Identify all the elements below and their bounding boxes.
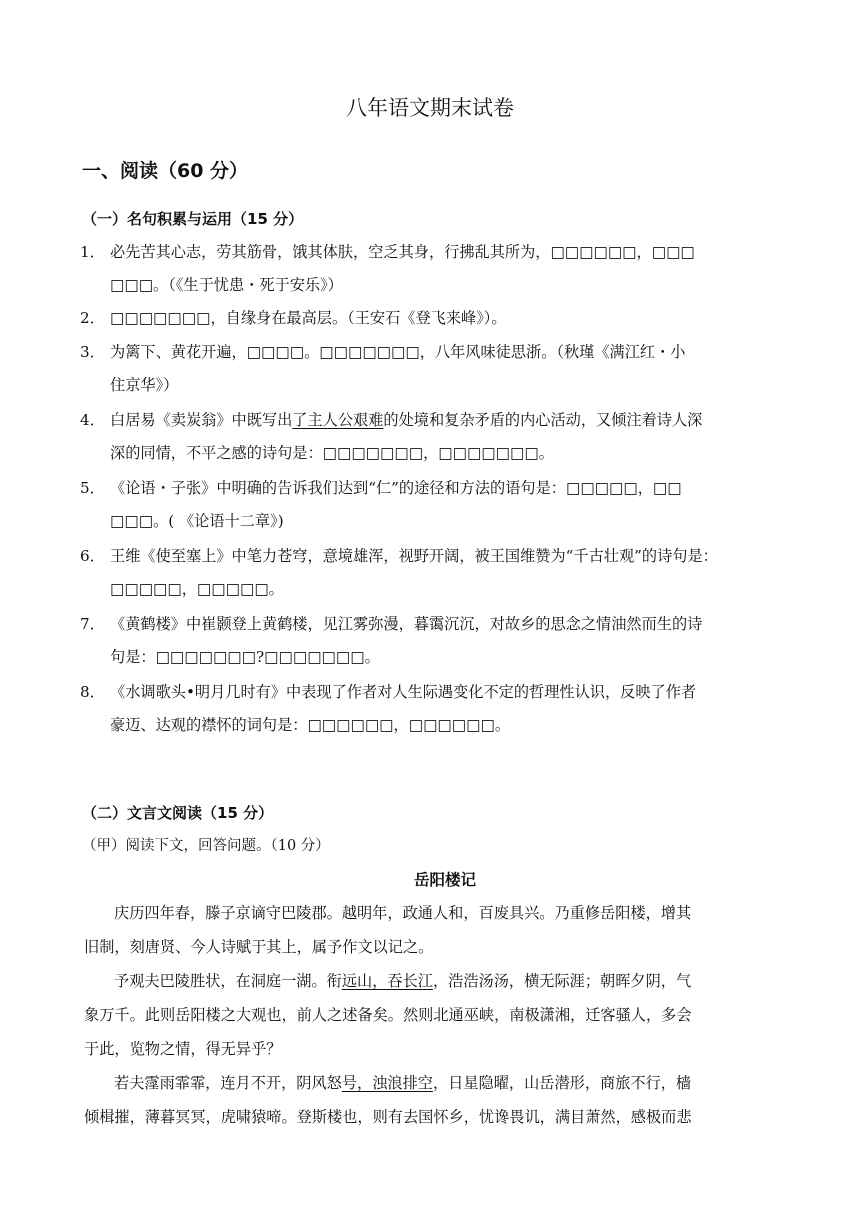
question-text: 《水调歌头•明月几时有》中表现了作者对人生际遇变化不定的哲理性认识，反映了作者	[110, 683, 697, 701]
question-2	[80, 302, 780, 335]
question-text-cont: □□□。（《生于忧患・死于安乐》）	[110, 276, 343, 294]
question-7	[80, 608, 780, 674]
underlined-text: 了主人公艰难	[292, 411, 384, 429]
question-number: 7．	[80, 615, 105, 633]
passage-paragraph-3	[84, 1066, 780, 1134]
paragraph-text: ，日星隐曜，山岳潜形，商旅不行，樯	[432, 1074, 692, 1092]
question-8	[80, 676, 780, 742]
question-number: 1．	[80, 243, 105, 261]
subsection-heading-classical: （二）文言文阅读（15 分）	[82, 804, 274, 822]
passage-title: 岳阳楼记	[413, 871, 476, 889]
question-text: 《论语・子张》中明确的告诉我们达到“仁”的途径和方法的语句是：□□□□□，□□	[110, 479, 682, 497]
question-4	[80, 404, 780, 470]
subsection-heading-quotes: （一）名句积累与运用（15 分）	[82, 210, 304, 228]
question-text: 《黄鹤楼》中崔颢登上黄鹤楼，见江雾弥漫，暮霭沉沉，对故乡的思念之情油然而生的诗	[110, 615, 703, 633]
question-number: 3．	[80, 343, 105, 361]
question-number: 4．	[80, 411, 105, 429]
question-text-cont: 住京华》）	[110, 376, 179, 394]
paragraph-line: 庆历四年春，滕子京谪守巴陵郡。越明年，政通人和，百废具兴。乃重修岳阳楼，增其	[114, 904, 692, 922]
question-text-cont: 句是：□□□□□□□?□□□□□□□。	[110, 648, 380, 666]
paragraph-line: 倾楫摧，薄暮冥冥，虎啸猿啼。登斯楼也，则有去国怀乡，忧谗畏讥，满目萧然，感极而悲	[84, 1108, 692, 1126]
paragraph-text: ，浩浩汤汤，横无际涯；朝晖夕阴，气	[432, 972, 692, 990]
question-number: 5．	[80, 479, 105, 497]
question-text-cont: 深的同情，不平之感的诗句是：□□□□□□□，□□□□□□□。	[110, 444, 554, 462]
paragraph-text: 若夫霪雨霏霏，连月不开，阴风怒	[114, 1074, 342, 1092]
passage-paragraph-1	[84, 896, 780, 964]
question-5	[80, 472, 780, 538]
page-title: 八年语文期末试卷	[346, 96, 514, 120]
passage-paragraph-2	[84, 964, 780, 1066]
question-number: 6．	[80, 547, 105, 565]
paragraph-line: 象万千。此则岳阳楼之大观也，前人之述备矣。然则北通巫峡，南极潇湘，迁客骚人，多会	[84, 1006, 692, 1024]
question-6	[80, 540, 780, 606]
question-number: 2．	[80, 309, 105, 327]
question-text: 白居易《卖炭翁》中既写出	[110, 411, 293, 429]
question-text: 必先苦其心志，劳其筋骨，饿其体肤，空乏其身，行拂乱其所为，□□□□□□，□□□	[110, 243, 695, 261]
question-text-cont: 豪迈、达观的襟怀的词句是：□□□□□□，□□□□□□。	[110, 716, 511, 734]
question-text: □□□□□□□，自缘身在最高层。（王安石《登飞来峰》）。	[110, 309, 507, 327]
question-text-cont: □□□□□，□□□□□。	[110, 580, 284, 598]
underlined-text: 号，浊浪排空	[341, 1074, 433, 1092]
question-text-cont: □□□。( 《论语十二章》)	[110, 512, 284, 530]
question-text: 王维《使至塞上》中笔力苍穹，意境雄浑，视野开阔，被王国维赞为“千古壮观”的诗句是：	[110, 547, 718, 565]
underlined-text: 远山，吞长江	[341, 972, 433, 990]
section-heading-reading: 一、阅读（60 分）	[82, 160, 249, 182]
question-1	[80, 236, 780, 302]
question-text: 为篱下、黄花开遍，□□□□。□□□□□□□，八年风味徒思浙。（秋瑾《满江红・小	[110, 343, 686, 361]
question-number: 8．	[80, 683, 105, 701]
paragraph-line: 于此，览物之情，得无异乎？	[84, 1040, 282, 1058]
question-3	[80, 336, 780, 402]
paragraph-text: 予观夫巴陵胜状，在洞庭一湖。衔	[114, 972, 342, 990]
paragraph-line: 旧制，刻唐贤、今人诗赋于其上，属予作文以记之。	[84, 938, 434, 956]
question-text: 的处境和复杂矛盾的内心活动，又倾注着诗人深	[383, 411, 703, 429]
reading-instruction: （甲）阅读下文，回答问题。（10 分）	[82, 838, 330, 854]
